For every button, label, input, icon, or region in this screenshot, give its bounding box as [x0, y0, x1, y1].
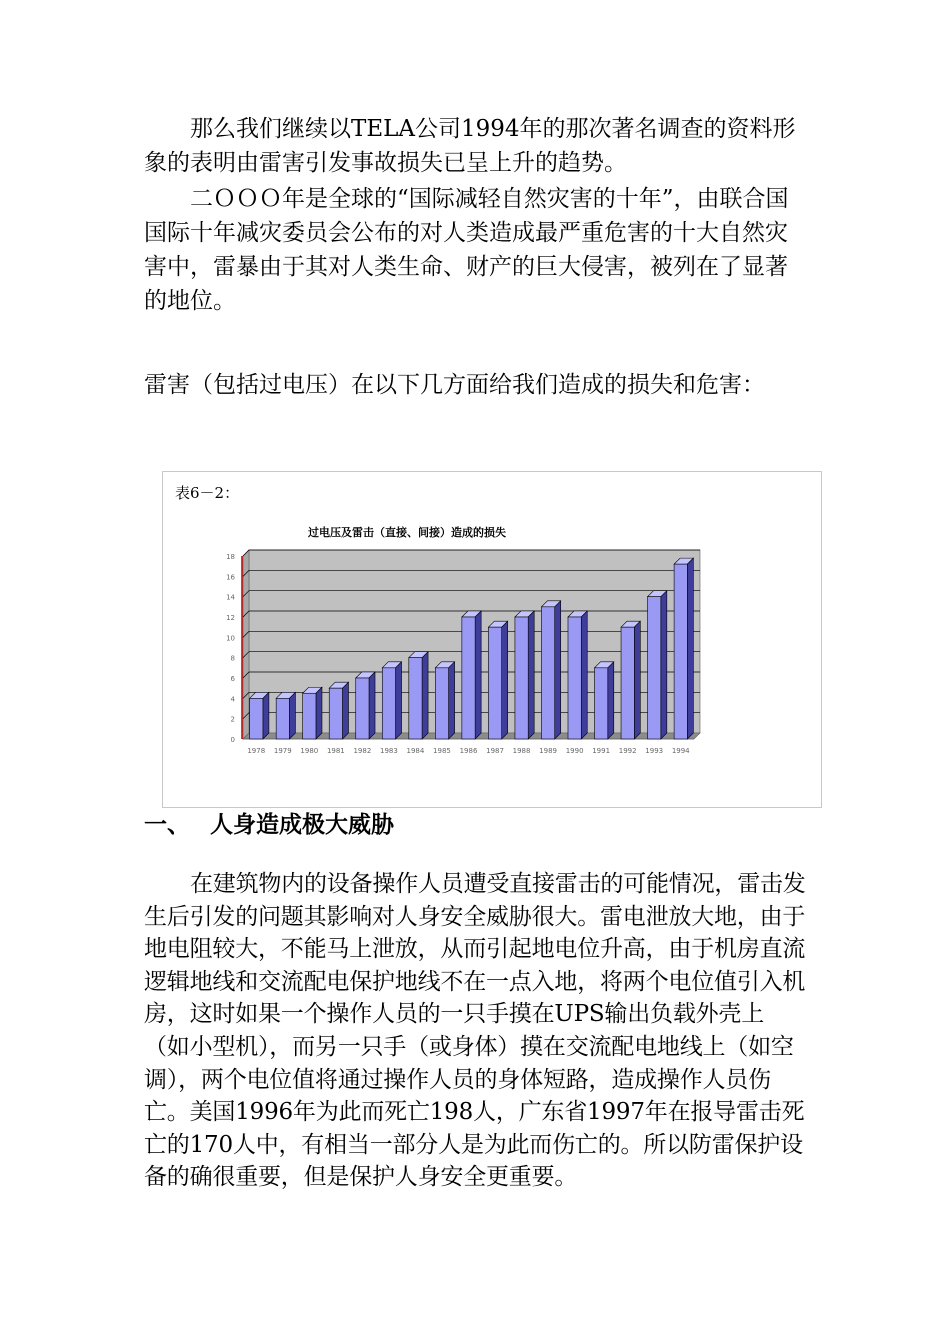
- bar-side: [608, 662, 614, 739]
- bar: [674, 564, 687, 739]
- bar: [595, 668, 608, 739]
- bar: [276, 698, 289, 739]
- x-tick-label: 1983: [379, 747, 398, 755]
- bar-side: [342, 682, 348, 739]
- bar-side: [316, 687, 322, 739]
- bar: [568, 617, 581, 739]
- bar-side: [634, 621, 640, 739]
- x-tick-label: 1994: [671, 747, 690, 755]
- y-tick-label: 4: [230, 695, 235, 704]
- bar: [435, 668, 448, 739]
- bar-side: [289, 692, 295, 739]
- bar: [356, 678, 369, 739]
- bar: [382, 668, 395, 739]
- bar-side: [263, 692, 269, 739]
- y-tick-label: 8: [230, 654, 235, 663]
- x-tick-label: 1981: [326, 747, 345, 755]
- bar-side: [396, 662, 402, 739]
- x-tick-label: 1978: [247, 747, 266, 755]
- y-tick-label: 18: [226, 553, 235, 561]
- x-tick-label: 1984: [406, 747, 425, 755]
- bar: [515, 617, 528, 739]
- bar-side: [555, 601, 561, 739]
- x-tick-label: 1991: [592, 747, 611, 755]
- bar-side: [449, 662, 455, 739]
- x-tick-label: 1979: [273, 747, 292, 755]
- x-tick-label: 1985: [433, 747, 451, 755]
- y-tick-label: 12: [226, 614, 235, 622]
- chart-title: 过电压及雷击（直接、间接）造成的损失: [308, 526, 506, 539]
- bar-side: [369, 672, 375, 739]
- bar-side: [687, 558, 693, 739]
- section-number: 一、: [144, 812, 190, 838]
- bar: [648, 597, 661, 739]
- bar: [329, 688, 342, 739]
- y-tick-label: 2: [230, 715, 235, 724]
- y-tick-label: 14: [226, 593, 235, 602]
- figure-caption: 表6－2：: [175, 484, 240, 502]
- bar-side: [528, 611, 534, 739]
- bar: [409, 658, 422, 739]
- bar: [303, 693, 316, 739]
- plot-side-wall: [243, 550, 249, 739]
- section-title: 人身造成极大威胁: [210, 812, 394, 838]
- bar: [541, 607, 554, 739]
- decade-paragraph: 二ＯＯＯ年是全球的“国际减轻自然灾害的十年”，由联合国国际十年减灾委员会公布的对人类造成最严重危害的十大自然灾害中，雷暴由于其对人类生命、财产的巨大侵害，被列在了显著的地位。: [144, 186, 789, 314]
- bar: [488, 627, 501, 739]
- bar-side: [502, 621, 508, 739]
- bar: [462, 617, 475, 739]
- bar-side: [661, 591, 667, 739]
- x-tick-label: 1993: [645, 747, 664, 755]
- y-tick-label: 10: [226, 634, 235, 643]
- loss-bar-chart: [163, 472, 821, 807]
- bar-side: [581, 611, 587, 739]
- bar: [250, 698, 263, 739]
- x-tick-label: 1989: [539, 747, 558, 755]
- x-tick-label: 1986: [459, 747, 478, 755]
- body-paragraph: 在建筑物内的设备操作人员遭受直接雷击的可能情况，雷击发生后引发的问题其影响对人身安全威胁很大。雷电泄放大地，由于地电阻较大，不能马上泄放，从而引起地电位升高，由于机房直流逻辑地线和交流配电保护地线不在一点入地，将两个电位值引入机房，这时如果一个操作人员的一只手摸在UPS输出负载外壳上（如小型机），而另一只手（或身体）摸在交流配电地线上（如空调），两个电位值将通过操作人员的身体短路，造成操作人员伤亡。美国1996年为此而死亡198人，广东省1997年在报导雷击死亡的170人中，有相当一部分人是为此而伤亡的。所以防雷保护设备的确很重要，但是保护人身安全更重要。: [144, 871, 806, 1191]
- x-tick-label: 1982: [353, 747, 372, 755]
- y-tick-label: 0: [230, 736, 235, 744]
- y-tick-label: 16: [226, 573, 235, 582]
- x-tick-label: 1988: [512, 747, 531, 755]
- bar-side: [475, 611, 481, 739]
- x-tick-label: 1980: [300, 747, 319, 755]
- bar-side: [422, 652, 428, 739]
- section-heading: [144, 808, 394, 842]
- losses-paragraph: 雷害（包括过电压）在以下几方面给我们造成的损失和危害：: [144, 372, 765, 398]
- x-tick-label: 1990: [565, 747, 584, 755]
- bar: [621, 627, 634, 739]
- x-tick-label: 1992: [618, 747, 637, 755]
- chart-figure: [162, 471, 822, 808]
- intro-paragraph: 那么我们继续以TELA公司1994年的那次著名调查的资料形象的表明由雷害引发事故损失已呈上升的趋势。: [144, 116, 796, 176]
- y-tick-label: 6: [230, 675, 235, 683]
- x-tick-label: 1987: [486, 747, 504, 755]
